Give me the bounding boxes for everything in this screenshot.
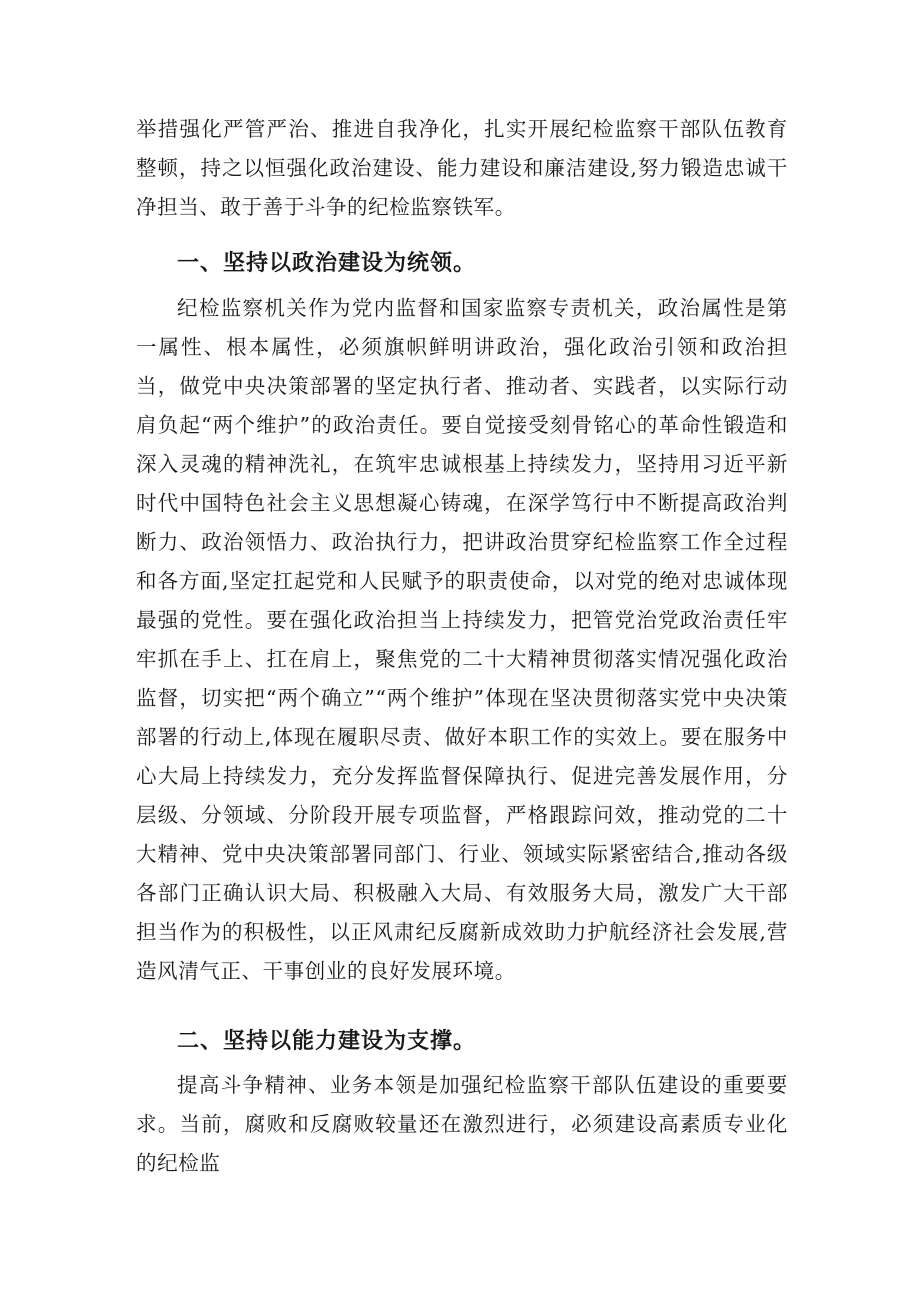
paragraph-intro: 举措强化严管严治、推进自我净化，扎实开展纪检监察干部队伍教育整顿，持之以恒强化政治建设、能力建设和廉洁建设,努力锻造忠诚干净担当、敢于善于斗争的纪检监察铁军。 (136, 117, 788, 219)
section-heading-2: 二、坚持以能力建设为支撑。 (177, 1029, 477, 1054)
paragraph-section-1: 纪检监察机关作为党内监督和国家监察专责机关，政治属性是第一属性、根本属性，必须旗帜鲜明讲政治，强化政治引领和政治担当，做党中央决策部署的坚定执行者、推动者、实践者，以实际行动肩负起“两个维护”的政治责任。要自觉接受刻骨铭心的革命性锻造和深入灵魂的精神洗礼，在筑牢忠诚根基上持续发力，坚持用习近平新时代中国特色社会主义思想凝心铸魂，在深学笃行中不断提高政治判断力、政治领悟力、政治执行力，把讲政治贯穿纪检监察工作全过程和各方面,坚定扛起党和人民赋予的职责使命，以对党的绝对忠诚体现最强的党性。要在强化政治担当上持续发力，把管党治党政治责任牢牢抓在手上、扛在肩上，聚焦党的二十大精神贯彻落实情况强化政治监督，切实把“两个确立”“两个维护”体现在坚决贯彻落实党中央决策部署的行动上,体现在履职尽责、做好本职工作的实效上。要在服务中心大局上持续发力，充分发挥监督保障执行、促进完善发展作用，分层级、分领域、分阶段开展专项监督，严格跟踪问效，推动党的二十大精神、党中央决策部署同部门、行业、领域实际紧密结合,推动各级各部门正确认识大局、积极融入大局、有效服务大局，激发广大干部担当作为的积极性，以正风肃纪反腐新成效助力护航经济社会发展,营造风清气正、干事创业的良好发展环境。 (136, 296, 788, 983)
paragraph-section-2: 提高斗争精神、业务本领是加强纪检监察干部队伍建设的重要要求。当前，腐败和反腐败较量还在激烈进行，必须建设高素质专业化的纪检监 (136, 1073, 788, 1175)
section-heading-1: 一、坚持以政治建设为统领。 (177, 251, 477, 276)
